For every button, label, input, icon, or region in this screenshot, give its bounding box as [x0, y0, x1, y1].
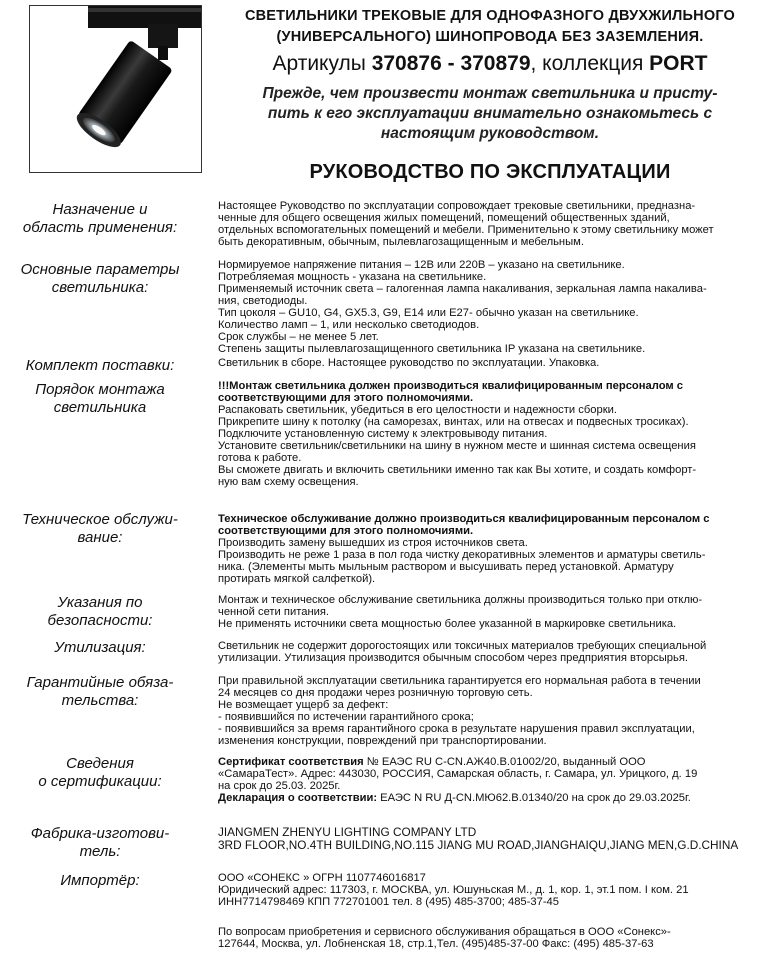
- label-line: Фабрика-изготови-: [30, 825, 170, 842]
- intro-line-3: настоящим руководством.: [380, 125, 600, 142]
- text-line: Монтаж и техническое обслуживание светильника должны производиться только при отклю-: [218, 594, 703, 606]
- section-body-service: [218, 513, 766, 585]
- declaration-number: ЕАЭС N RU Д-CN.МЮ62.В.01340/20 на срок до 29.03.2025г.: [377, 792, 691, 804]
- certificate-line: [218, 756, 766, 768]
- label-line: светильника:: [51, 279, 149, 296]
- section-label-disposal: [0, 639, 200, 657]
- section-label-warranty: [0, 674, 200, 710]
- section-body-disposal: [218, 640, 766, 664]
- text-line: протирать мягкой салфеткой).: [218, 573, 376, 585]
- section-label-cert: [0, 755, 200, 791]
- text-line: Нормируемое напряжение питания – 12В или 220В – указано на светильнике.: [218, 259, 625, 271]
- section-label-manufacturer: [0, 825, 200, 861]
- text-line: ния, светодиоды.: [218, 295, 308, 307]
- section-label-purpose: [0, 201, 200, 237]
- text-line: Применяемый источник света – галогенная лампа накаливания, зеркальная лампа накалива-: [218, 283, 707, 295]
- label-line: область применения:: [22, 219, 178, 236]
- text-line: Тип цоколя – GU10, G4, GX5.3, G9, E14 или E27- обычно указан на светильнике.: [218, 307, 639, 319]
- text-line: При правильной эксплуатации светильника гарантируется его нормальная работа в течении: [218, 675, 701, 687]
- text-line: на срок до 25.03. 2025г.: [218, 780, 341, 792]
- intro-line-1: Прежде, чем произвести монтаж светильника и присту-: [262, 85, 718, 102]
- text-line: Производить замену вышедших из строя источников света.: [218, 537, 528, 549]
- intro-notice: [210, 84, 770, 144]
- text-line: ника. (Элементы мыть мыльным раствором и высушивать перед установкой. Арматуру: [218, 561, 674, 573]
- manual-title: РУКОВОДСТВО ПО ЭКСПЛУАТАЦИИ: [309, 161, 671, 183]
- declaration-heading: Декларация о соответствии:: [218, 792, 378, 804]
- text-line: ченные для общего освещения жилых помещений, помещений общественных зданий,: [218, 212, 670, 224]
- collection-name: PORT: [649, 52, 708, 75]
- text-line: Прикрепите шину к потолку (на саморезах, винтах, или на отвесах и подвесных тросиках).: [218, 416, 689, 428]
- product-photo: [29, 5, 202, 173]
- text-line: Количество ламп – 1, или несколько светодиодов.: [218, 319, 480, 331]
- label-line: Сведения: [66, 755, 134, 772]
- section-body-manufacturer: [218, 826, 766, 852]
- text-line: 24 месяцев со дня продажи через розничную торговую сеть.: [218, 687, 533, 699]
- section-label-params: [0, 261, 200, 297]
- section-label-kit: [0, 357, 200, 375]
- section-label-install: [0, 381, 200, 417]
- label-line: тель:: [79, 843, 121, 860]
- bold-line: соответствующими для этого полномочиями.: [218, 525, 474, 537]
- certificate-number: № ЕАЭС RU C-CN.АЖ40.В.01002/20, выданный ООО: [363, 756, 646, 768]
- text-line: JIANGMEN ZHENYU LIGHTING COMPANY LTD: [218, 825, 477, 839]
- intro-line-2: пить к его эксплуатации внимательно ознакомьтесь с: [267, 105, 713, 122]
- section-body-install: [218, 380, 766, 488]
- text-line: готова к работе.: [218, 452, 302, 464]
- text-line: - появившийся за время гарантийного срока в результате нарушения правил эксплуатации,: [218, 723, 695, 735]
- text-line: быть декоративным, обычным, пылевлагозащищенным и мебельным.: [218, 236, 584, 248]
- label-line: светильника: [53, 399, 147, 416]
- articles-middle: , коллекция: [530, 52, 650, 75]
- label-line: Техническое обслужи-: [22, 511, 178, 528]
- bold-line: !!!Монтаж светильника должен производиться квалифицированным персоналом с: [218, 380, 683, 392]
- label-line: Указания по: [57, 594, 143, 611]
- text-line: Не возмещает ущерб за дефект:: [218, 699, 389, 711]
- document-title-line-2: (УНИВЕРСАЛЬНОГО) ШИНОПРОВОДА БЕЗ ЗАЗЕМЛЕНИЯ.: [276, 29, 704, 45]
- track-spotlight-image: [30, 6, 201, 172]
- section-label-service: [0, 511, 200, 547]
- text-line: утилизации. Утилизация производится обычным способом через предприятия вторсырья.: [218, 652, 689, 664]
- label-line: тельства:: [61, 692, 139, 709]
- label-line: Порядок монтажа: [35, 381, 165, 398]
- text-line: 3RD FLOOR,NO.4TH BUILDING,NO.115 JIANG MU ROAD,JIANGHAIQU,JIANG MEN,G.D.CHINA: [218, 838, 739, 852]
- text-line: отдельных вспомогательных помещений и мебели. Применительно к этому светильнику может: [218, 224, 714, 236]
- text-line: Распаковать светильник, убедиться в его целостности и надежности сборки.: [218, 404, 617, 416]
- label-line: Гарантийные обяза-: [26, 674, 174, 691]
- section-body-importer: [218, 872, 766, 908]
- text-line: ИНН7714798469 КПП 772701001 тел. 8 (495) 485-3700; 485-37-45: [218, 896, 559, 908]
- articles-prefix: Артикулы: [272, 52, 372, 75]
- header: [210, 6, 770, 184]
- label-line: Основные параметры: [20, 261, 180, 278]
- articles-line: [210, 50, 770, 78]
- document-title-line-1: СВЕТИЛЬНИКИ ТРЕКОВЫЕ ДЛЯ ОДНОФАЗНОГО ДВУХЖИЛЬНОГО: [244, 8, 736, 24]
- text-line: ченной сети питания.: [218, 606, 330, 618]
- label-line: Импортёр:: [60, 872, 140, 889]
- text-line: ООО «СОНЕКС » ОГРН 1107746016817: [218, 872, 426, 884]
- text-line: Светильник не содержит дорогостоящих или токсичных материалов требующих специальной: [218, 640, 707, 652]
- text-line: Степень защиты пылевлагозащищенного светильника IP указана на светильнике.: [218, 343, 646, 355]
- text-line: Потребляемая мощность - указана на светильнике.: [218, 271, 487, 283]
- text-line: - появившийся по истечении гарантийного срока;: [218, 711, 474, 723]
- section-label-safety: [0, 594, 200, 630]
- label-line: о сертификации:: [38, 773, 162, 790]
- bold-line: Техническое обслуживание должно производиться квалифицированным персоналом с: [218, 513, 710, 525]
- section-body-safety: [218, 594, 766, 630]
- label-line: Утилизация:: [54, 639, 146, 656]
- text-line: Срок службы – не менее 5 лет.: [218, 331, 379, 343]
- text-line: Производить не реже 1 раза в пол года чистку декоративных элементов и арматуры светиль-: [218, 549, 706, 561]
- section-label-importer: [0, 872, 200, 890]
- label-line: Назначение и: [52, 201, 148, 218]
- label-line: Комплект поставки:: [25, 357, 175, 374]
- text-line: Вы сможете двигать и включить светильники именно так как Вы хотите, и создать комфорт-: [218, 464, 697, 476]
- section-body-cert: [218, 756, 766, 804]
- text-line: Настоящее Руководство по эксплуатации сопровождает трековые светильники, предназна-: [218, 200, 696, 212]
- section-body-params: [218, 259, 766, 355]
- bold-line: соответствующими для этого полномочиями.: [218, 392, 474, 404]
- text-line: По вопросам приобретения и сервисного обслуживания обращаться в ООО «Сонекс»-: [218, 926, 671, 938]
- text-line: ную вам схему освещения.: [218, 476, 359, 488]
- label-line: безопасности:: [47, 612, 153, 629]
- section-body-warranty: [218, 675, 766, 747]
- label-line: вание:: [77, 529, 123, 546]
- text-line: Юридический адрес: 117303, г. МОСКВА, ул. Юшуньская М., д. 1, кор. 1, эт.1 пом. I ком. 21: [218, 884, 689, 896]
- text-line: Светильник в сборе. Настоящее руководство по эксплуатации. Упаковка.: [218, 357, 600, 369]
- section-body-purpose: [218, 200, 766, 248]
- section-body-kit: [218, 357, 766, 369]
- article-numbers: 370876 - 370879: [371, 52, 531, 75]
- certificate-heading: Сертификат соответствия: [218, 756, 364, 768]
- text-line: Установите светильник/светильники на шину в нужном месте и шинная система освещения: [218, 440, 696, 452]
- section-body-contacts: [218, 926, 766, 950]
- text-line: Не применять источники света мощностью более указанной в маркировке светильника.: [218, 618, 677, 630]
- text-line: Подключите установленную систему к электровыводу питания.: [218, 428, 548, 440]
- declaration-line: [218, 792, 766, 804]
- text-line: изменения конструкции, повреждений при транспортировании.: [218, 735, 547, 747]
- text-line: 127644, Москва, ул. Лобненская 18, стр.1,Тел. (495)485-37-00 Факс: (495) 485-37-63: [218, 938, 654, 950]
- text-line: «СамараТест». Адрес: 443030, РОССИЯ, Самарская область, г. Самара, ул. Урицкого, д. 19: [218, 768, 698, 780]
